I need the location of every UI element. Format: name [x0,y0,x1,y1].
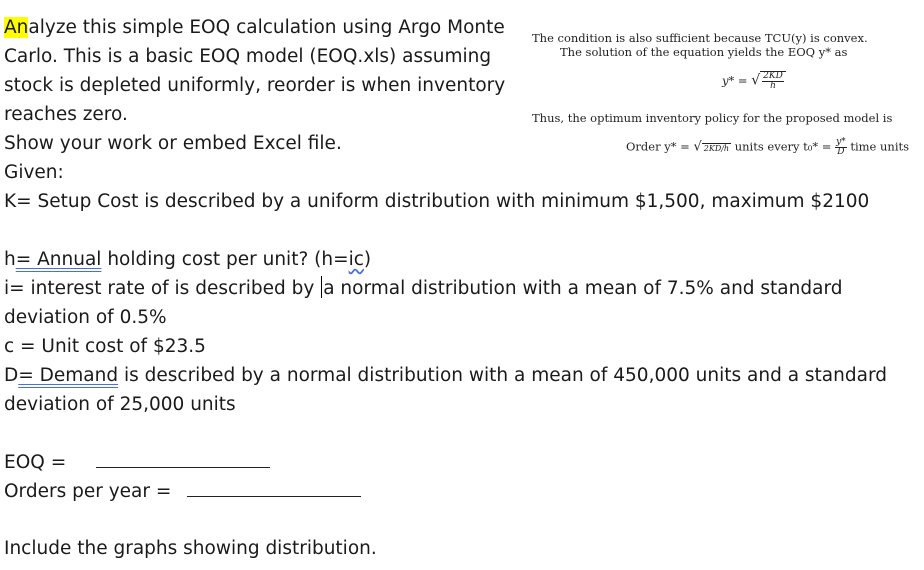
intro-text: alyze this simple EOQ calculation using Argo Monte [28,17,505,38]
intro-line-4: reaches zero. [4,104,128,125]
eoq-row [4,448,270,477]
textbook-line-3: Thus, the optimum inventory policy for the proposed model is [532,111,893,125]
demand-underlined: = Demand [18,365,119,386]
holding-cost-text: holding cost per unit? (h= [101,249,349,270]
orders-row [4,477,361,506]
demand-line-2: deviation of 25,000 units [4,394,236,415]
y-star-label: y* = [722,73,748,88]
show-work-line: Show your work or embed Excel file. [4,133,342,154]
time-numerator: y* [836,137,846,147]
units-every-text: units every t₀* = [734,139,832,154]
intro-line-3: stock is depleted uniformly, reorder is when inventory [4,75,506,96]
intro-line-1 [4,13,505,42]
orders-label: Orders per year = [4,481,172,502]
holding-cost-close: ) [363,249,372,270]
textbook-line-1: The condition is also sufficient because TCU(y) is convex. [532,31,868,45]
intro-line-2: Carlo. This is a basic EOQ model (EOQ.xls) assuming [4,46,492,67]
setup-cost-line: K= Setup Cost is described by a uniform distribution with minimum $1,500, maximum $2100 [4,191,870,212]
textbook-line-2: The solution of the equation yields the EOQ y* as [560,45,848,59]
time-denominator: D [837,147,845,157]
order-policy-line: Order y* = √ 2KD/h units every t₀* = $\frac{y*}{D}$ time units [626,137,910,157]
eoq-formula: y* = √ $\frac{2KD}{h}$ [722,71,786,91]
h-symbol: h [4,249,16,270]
demand-text: is described by a normal distribution with a mean of 450,000 units and a standard [118,365,887,386]
formula-numerator: 2KD [763,71,783,81]
eoq-label: EOQ = [4,452,67,473]
interest-text-a: i= interest rate of is described by [4,278,315,299]
d-symbol: D [4,365,19,386]
graphs-line: Include the graphs showing distribution. [4,538,377,559]
interest-line-1 [4,274,842,303]
time-units-text: time units [850,139,910,154]
highlighted-text: An [4,17,29,38]
unit-cost-line: c = Unit cost of $23.5 [4,336,206,357]
interest-line-2: deviation of 0.5% [4,307,167,328]
orders-answer-blank[interactable] [187,478,361,497]
order-label: Order y* = [626,139,690,154]
eoq-answer-blank[interactable] [96,449,270,468]
given-heading: Given: [4,162,64,183]
ic-squiggle: ic [348,249,364,270]
holding-cost-line [4,245,371,274]
demand-line-1 [4,361,887,390]
interest-text-b: a normal distribution with a mean of 7.5% and standard [323,278,843,299]
formula-denominator: h [770,81,776,91]
annual-underlined: = Annual [15,249,102,270]
